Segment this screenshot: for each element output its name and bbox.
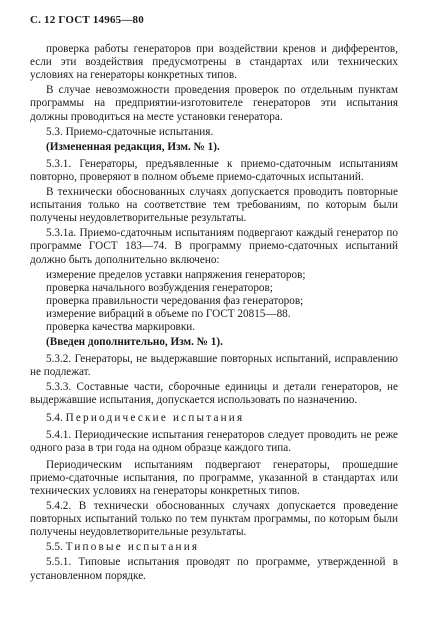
section-5-4-title: [30, 412, 398, 425]
clause-5-3-1a: 5.3.1а. Приемо-сдаточным испытаниям подвергают каждый генератор по программе ГОСТ 183—74. В программу приемо-сдаточных испытаний должно быть дополнительно включено:: [30, 227, 398, 266]
test-list: [30, 269, 398, 334]
clause-5-3-1-continued: В технически обоснованных случаях допускается проводить повторные испытания только на соответствие тем требованиям, по которым были получены неудовлетворительные результаты.: [30, 186, 398, 225]
section-5-4-heading: Периодические испытания: [65, 411, 245, 424]
list-item: измерение пределов уставки напряжения генераторов;: [46, 268, 306, 281]
document-page: [30, 14, 398, 585]
page-header: [30, 14, 398, 27]
standard-code: ГОСТ 14965—80: [58, 14, 144, 26]
paragraph-p2: В случае невозможности проведения проверок по отдельным пунктам программы на предприятии-изготовителе генераторов эти испытания должны проводиться на месте установки генератора.: [30, 84, 398, 123]
clause-5-4-1: 5.4.1. Периодические испытания генераторов следует проводить не реже одного раза в три года на одном образце каждого типа.: [30, 428, 398, 454]
clause-5-3-3: 5.3.3. Составные части, сборочные единицы и детали генераторов, не выдержавшие испытания, допускается использовать по назначению.: [30, 381, 398, 407]
page-number: С. 12: [30, 14, 56, 26]
section-5-5-title: [30, 541, 398, 554]
clause-5-3-1: 5.3.1. Генераторы, предъявленные к приемо-сдаточным испытаниям повторно, проверяют в полном объеме приемо-сдаточных испытаний.: [30, 157, 398, 183]
section-5-5-heading: Типовые испытания: [65, 541, 200, 554]
section-5-3-title: 5.3. Приемо-сдаточные испытания.: [46, 125, 214, 138]
clause-5-4-1-continued: Периодическим испытаниям подвергают генераторы, прошедшие приемо-сдаточные испытания, по программе, указанной в стандартах или технических условиях на генераторы конкретных типов.: [30, 458, 398, 497]
list-item: измерение вибраций в объеме по ГОСТ 20815—88.: [46, 307, 291, 320]
clause-5-3-2: 5.3.2. Генераторы, не выдержавшие повторных испытаний, исправлению не подлежат.: [30, 353, 398, 379]
section-5-3-note: (Измененная редакция, Изм. № 1).: [46, 140, 220, 153]
clause-5-5-1: 5.5.1. Типовые испытания проводят по программе, утвержденной в установленном порядке.: [30, 556, 398, 582]
clause-5-3-1a-note: (Введен дополнительно, Изм. № 1).: [46, 336, 223, 349]
section-5-4-number: 5.4.: [46, 411, 63, 424]
section-5-5-number: 5.5.: [46, 541, 63, 554]
list-item: проверка правильности чередования фаз генераторов;: [46, 294, 304, 307]
list-item: проверка начального возбуждения генераторов;: [46, 281, 273, 294]
clause-5-4-2: 5.4.2. В технически обоснованных случаях допускается проведение повторных испытаний только по тем пунктам программы, по которым были получены неудовлетворительные результаты.: [30, 500, 398, 539]
list-item: проверка качества маркировки.: [46, 320, 196, 333]
paragraph-p1: проверка работы генераторов при воздействии кренов и дифферентов, если эти воздействия предусмотрены в стандартах или технических условиях на генераторы конкретных типов.: [30, 43, 398, 82]
